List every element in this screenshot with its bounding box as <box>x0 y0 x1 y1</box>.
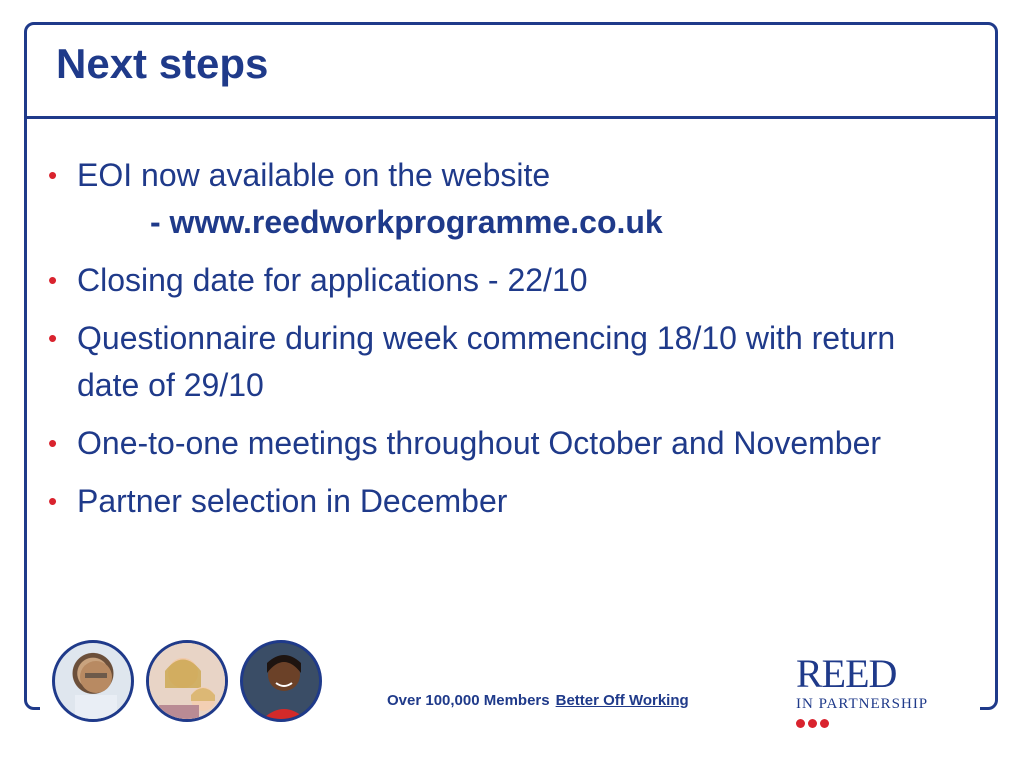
bullet-text: Questionnaire during week commencing 18/10 with return date of 29/10 <box>77 320 896 403</box>
bullet-dot-icon: • <box>48 428 58 458</box>
website-link[interactable]: - www.reedworkprogramme.co.uk <box>150 204 663 240</box>
bullet-item <box>48 152 948 246</box>
bullet-dot-icon: • <box>48 265 58 295</box>
logo-main-text: REED <box>796 651 897 696</box>
bullet-dot-icon: • <box>48 160 58 190</box>
member-photo-man <box>52 640 134 722</box>
slogan-members: Over 100,000 Members <box>387 692 550 709</box>
bullet-text: Closing date for applications - 22/10 <box>77 262 588 298</box>
bullet-text: Partner selection in December <box>77 483 508 519</box>
member-photo-mother-child <box>146 640 228 722</box>
footer-slogan <box>387 692 689 709</box>
bullet-list <box>48 152 948 536</box>
bullet-dot-icon: • <box>48 486 58 516</box>
member-photo-woman <box>240 640 322 722</box>
logo-dots-icon <box>796 715 928 733</box>
bullet-item <box>48 257 948 304</box>
slogan-better-off-working: Better Off Working <box>555 692 689 709</box>
bullet-item <box>48 315 948 409</box>
title-divider <box>24 116 998 119</box>
bullet-dot-icon: • <box>48 323 58 353</box>
bullet-text: One-to-one meetings throughout October and November <box>77 425 882 461</box>
bullet-item <box>48 420 948 467</box>
logo-sub-text: IN PARTNERSHIP <box>796 696 929 712</box>
slide-title: Next steps <box>56 40 269 87</box>
bullet-item <box>48 478 948 525</box>
reed-logo <box>796 651 929 733</box>
bullet-text: EOI now available on the website <box>77 157 551 193</box>
